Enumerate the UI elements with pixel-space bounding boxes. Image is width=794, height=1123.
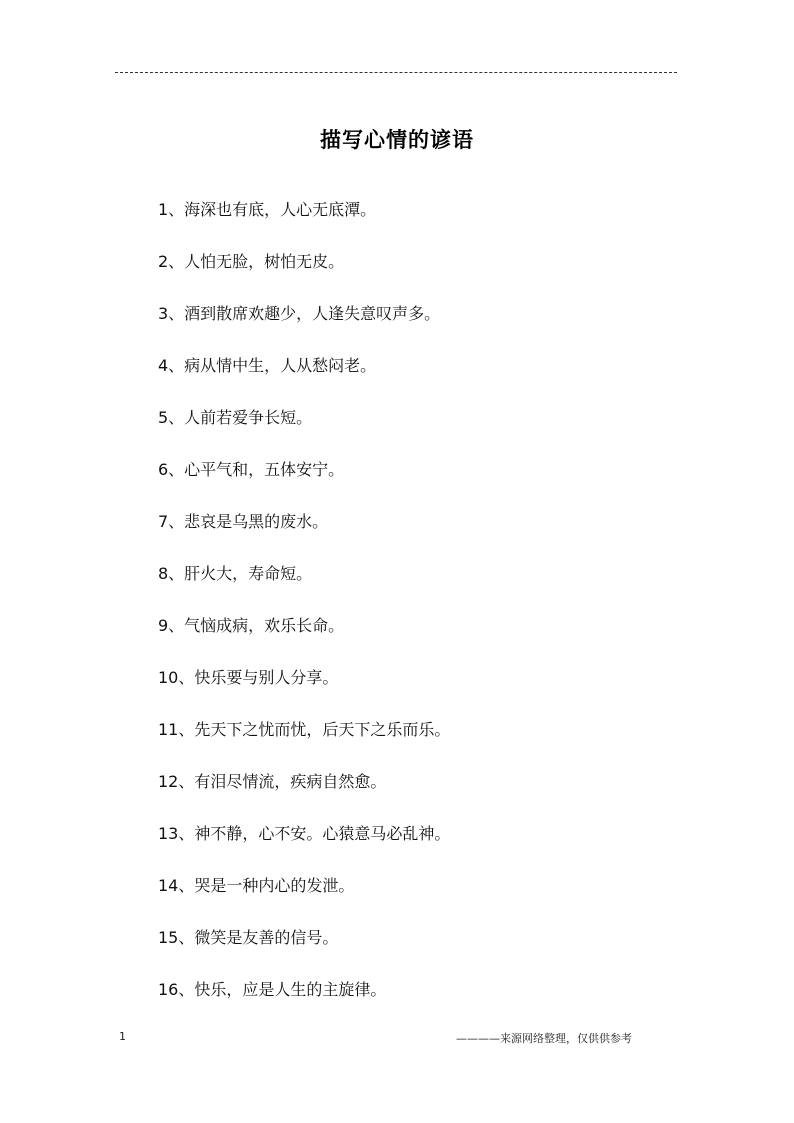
list-item: 13、神不静，心不安。心猿意马必乱神。: [158, 824, 451, 843]
list-item: 8、肝火大，寿命短。: [158, 564, 313, 583]
list-item: 14、哭是一种内心的发泄。: [158, 876, 355, 895]
page-title: 描写心情的谚语: [320, 127, 474, 152]
list-item: 2、人怕无脸，树怕无皮。: [158, 252, 345, 271]
list-item: 6、心平气和，五体安宁。: [158, 460, 345, 479]
page-number: 1: [119, 1030, 126, 1043]
list-item: 11、先天下之忧而忧，后天下之乐而乐。: [158, 720, 451, 739]
footer-note: ————来源网络整理，仅供供参考: [456, 1032, 632, 1045]
list-item: 5、人前若爱争长短。: [158, 408, 313, 427]
list-item: 3、酒到散席欢趣少，人逢失意叹声多。: [158, 304, 441, 323]
list-item: 7、悲哀是乌黑的废水。: [158, 512, 329, 531]
list-item: 9、气恼成病，欢乐长命。: [158, 616, 345, 635]
header-divider: [115, 72, 677, 73]
list-item: 12、有泪尽情流，疾病自然愈。: [158, 772, 387, 791]
list-item: 1、海深也有底，人心无底潭。: [158, 200, 377, 219]
sayings-list: [158, 198, 450, 1030]
list-item: 10、快乐要与别人分享。: [158, 668, 339, 687]
list-item: 16、快乐，应是人生的主旋律。: [158, 980, 387, 999]
list-item: 4、病从情中生，人从愁闷老。: [158, 356, 377, 375]
list-item: 15、微笑是友善的信号。: [158, 928, 339, 947]
